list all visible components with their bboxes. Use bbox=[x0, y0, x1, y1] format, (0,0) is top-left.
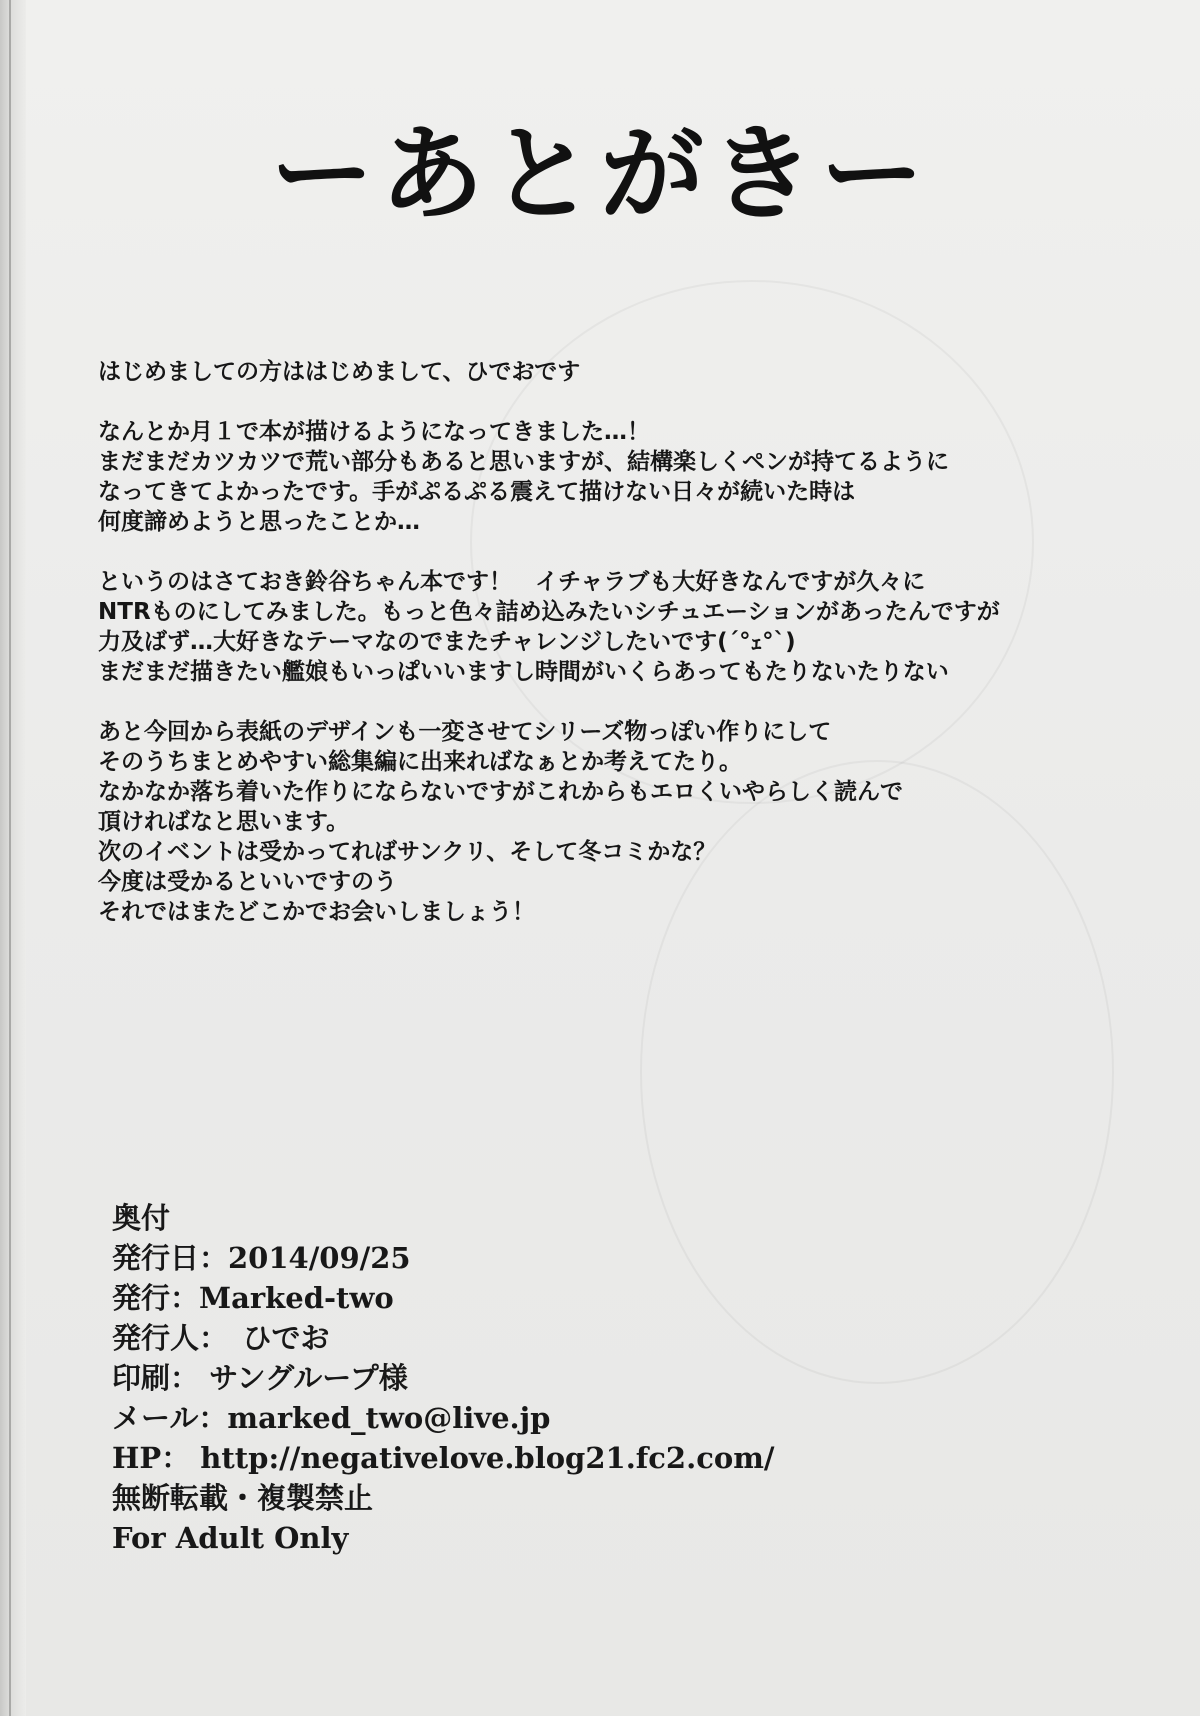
text-line: 力及ばず…大好きなテーマなのでまたチャレンジしたいです(´°ｪ°`) bbox=[98, 629, 796, 655]
publish-date: 発行日：2014/09/25 bbox=[112, 1241, 411, 1275]
text-line: なってきてよかったです。手がぷるぷる震えて描けない日々が続いた時は bbox=[98, 479, 856, 505]
text-line: まだまだ描きたい艦娘もいっぱいいますし時間がいくらあってもたりないたりない bbox=[98, 659, 949, 685]
homepage-url: HP： http://negativelove.blog21.fc2.com/ bbox=[112, 1441, 775, 1475]
publisher: 発行：Marked-two bbox=[112, 1281, 394, 1315]
text-line: はじめましての方ははじめまして、ひでおです bbox=[98, 359, 581, 385]
paragraph bbox=[98, 357, 1058, 387]
copyright-notice: 無断転載・複製禁止 bbox=[112, 1481, 374, 1515]
paragraph bbox=[98, 417, 1058, 537]
email: メール：marked_two@live.jp bbox=[112, 1401, 551, 1435]
text-line: まだまだカツカツで荒い部分もあると思いますが、結構楽しくペンが持てるように bbox=[98, 449, 949, 475]
author: 発行人： ひでお bbox=[112, 1321, 330, 1355]
spine-shadow bbox=[0, 0, 26, 1716]
text-line: なんとか月１で本が描けるようになってきました…！ bbox=[98, 419, 650, 445]
text-line: 頂ければなと思います。 bbox=[98, 809, 350, 835]
text-line: NTRものにしてみました。もっと色々詰め込みたいシチュエーションがあったんですが bbox=[98, 599, 1000, 625]
text-line: あと今回から表紙のデザインも一変させてシリーズ物っぽい作りにして bbox=[98, 719, 832, 745]
printer: 印刷： サングループ様 bbox=[112, 1361, 408, 1395]
page-title: ーあとがきー bbox=[269, 113, 930, 235]
text-line: 何度諦めようと思ったことか… bbox=[98, 509, 420, 535]
colophon bbox=[112, 1198, 912, 1558]
text-line: なかなか落ち着いた作りにならないですがこれからもエロくいやらしく読んで bbox=[98, 779, 903, 805]
text-line: 今度は受かるといいですのう bbox=[98, 869, 397, 895]
paragraph bbox=[98, 567, 1058, 687]
afterword-body bbox=[98, 357, 1058, 957]
colophon-heading: 奥付 bbox=[112, 1201, 171, 1235]
text-line: というのはさておき鈴谷ちゃん本です！ イチャラブも大好きなんですが久々に bbox=[98, 569, 926, 595]
text-line: それではまたどこかでお会いしましょう！ bbox=[98, 899, 535, 925]
rating-notice: For Adult Only bbox=[112, 1521, 349, 1555]
text-line: そのうちまとめやすい総集編に出来ればなぁとか考えてたり。 bbox=[98, 749, 742, 775]
text-line: 次のイベントは受かってればサンクリ、そして冬コミかな？ bbox=[98, 839, 717, 865]
spine-line bbox=[9, 0, 11, 1716]
paragraph bbox=[98, 717, 1058, 927]
